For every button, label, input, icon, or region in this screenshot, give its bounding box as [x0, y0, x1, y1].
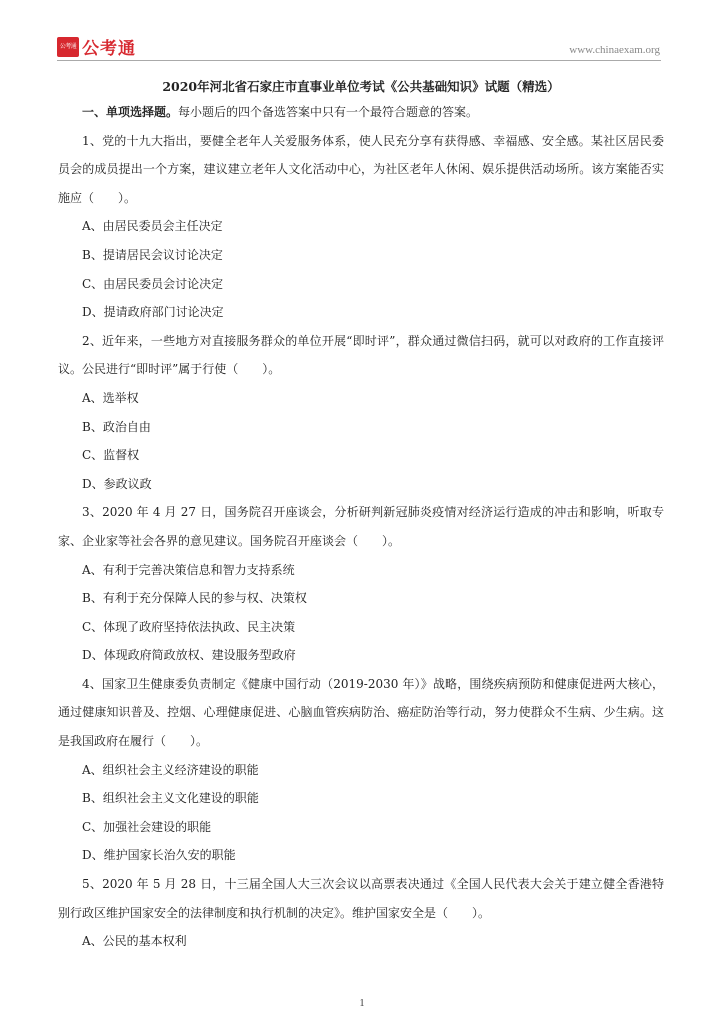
question-option: D、体现政府简政放权、建设服务型政府	[82, 648, 296, 663]
section-heading	[58, 98, 664, 127]
question-option: C、由居民委员会讨论决定	[82, 276, 224, 291]
brand-logo[interactable]	[57, 34, 136, 59]
question-5	[58, 870, 664, 956]
header-divider	[57, 60, 661, 61]
question-option: A、由居民委员会主任决定	[82, 219, 223, 234]
document-body	[58, 76, 664, 956]
question-option: B、政治自由	[82, 419, 151, 434]
document-title: 2020年河北省石家庄市直事业单位考试《公共基础知识》试题（精选）	[162, 79, 560, 94]
question-option: C、体现了政府坚持依法执政、民主决策	[82, 619, 296, 634]
question-2	[58, 327, 664, 499]
section-heading-bold: 一、单项选择题。	[82, 105, 179, 119]
question-option: A、选举权	[82, 390, 139, 405]
question-stem: 4、国家卫生健康委负责制定《健康中国行动（2019-2030 年）》战略，围绕疾病预防和健康促进两大核心，通过健康知识普及、控烟、心理健康促进、心脑血管疾病防治、癌症防治等行动，努力使群众不生病、少生病。这是我国政府在履行（ ）。	[58, 676, 664, 749]
site-url: www.chinaexam.org	[569, 44, 660, 56]
logo-icon: 公考通	[57, 37, 79, 57]
question-option: D、提请政府部门讨论决定	[82, 305, 224, 320]
question-option: B、组织社会主义文化建设的职能	[82, 791, 259, 806]
question-option: C、监督权	[82, 448, 140, 463]
question-option: A、组织社会主义经济建设的职能	[82, 762, 259, 777]
question-option: D、维护国家长治久安的职能	[82, 848, 236, 863]
question-stem: 5、2020 年 5 月 28 日，十三届全国人大三次会议以高票表决通过《全国人民代表大会关于建立健全香港特别行政区维护国家安全的法律制度和执行机制的决定》。维护国家安全是（ ）。	[58, 877, 664, 920]
question-stem: 1、党的十九大指出，要健全老年人关爱服务体系，使人民充分享有获得感、幸福感、安全感。某社区居民委员会的成员提出一个方案，建议建立老年人文化活动中心，为社区老年人休闲、娱乐提供活动场所。该方案能否实施应（ ）。	[58, 133, 664, 205]
page-header	[0, 0, 724, 64]
question-option: A、有利于完善决策信息和智力支持系统	[82, 562, 295, 577]
section-heading-instructions: 每小题后的四个备选答案中只有一个最符合题意的答案。	[178, 105, 479, 119]
question-option: A、公民的基本权利	[82, 934, 187, 949]
question-3	[58, 498, 664, 670]
question-stem: 2、近年来，一些地方对直接服务群众的单位开展“即时评”，群众通过微信扫码，就可以对政府的工作直接评议。公民进行“即时评”属于行使（ ）。	[58, 333, 664, 377]
question-option: B、有利于充分保障人民的参与权、决策权	[82, 591, 307, 606]
question-option: C、加强社会建设的职能	[82, 819, 212, 834]
page-number: 1	[359, 998, 365, 1009]
question-stem: 3、2020 年 4 月 27 日，国务院召开座谈会，分析研判新冠肺炎疫情对经济运行造成的冲击和影响，听取专家、企业家等社会各界的意见建议。国务院召开座谈会（ ）。	[58, 505, 664, 548]
question-option: D、参政议政	[82, 476, 152, 491]
question-4	[58, 670, 664, 870]
logo-text: 公考通	[82, 39, 136, 59]
question-1	[58, 127, 664, 327]
question-option: B、提请居民会议讨论决定	[82, 247, 223, 262]
